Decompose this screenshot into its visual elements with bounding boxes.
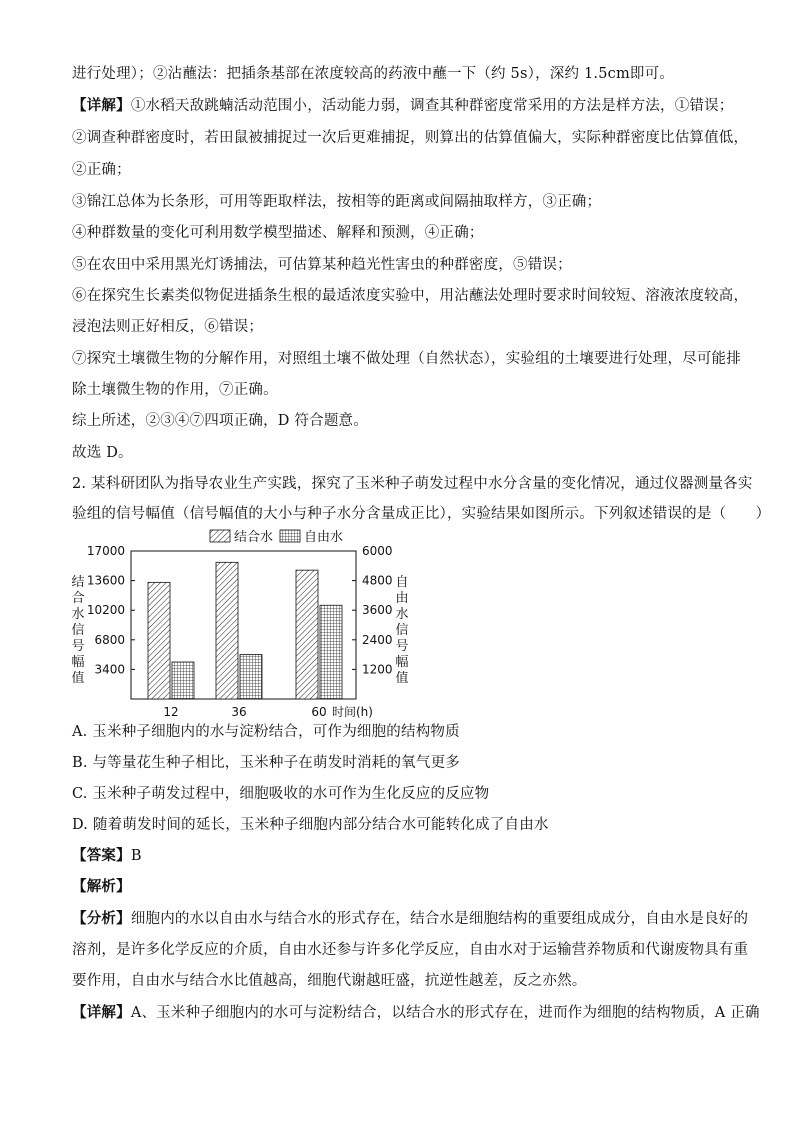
right-axis-label-char-5: 号 — [395, 639, 409, 654]
bar-bound-water-60 — [296, 570, 318, 699]
left-axis-label-char-7: 值 — [71, 671, 85, 686]
analysis-tag: 【解析】 — [72, 878, 131, 895]
text-line-13: 故选 D。 — [72, 445, 133, 461]
right-tick-label-1: 1200 — [362, 662, 393, 677]
bar-bound-water-12 — [148, 582, 170, 699]
text-line-12: 综上所述，②③④⑦四项正确，D 符合题意。 — [72, 413, 368, 429]
bar-free-water-36 — [240, 655, 262, 699]
right-axis-label-char-7: 值 — [395, 671, 409, 686]
right-tick-label-5: 6000 — [362, 544, 393, 558]
text-line-4: ②正确； — [72, 162, 131, 178]
text-line-10: ⑦探究土壤微生物的分解作用，对照组土壤不做处理（自然状态），实验组的土壤要进行处理，尽可能排 — [72, 351, 741, 367]
left-axis-label-char-1: 结 — [71, 575, 85, 590]
detail-tag-2: 【详解】 — [72, 1004, 131, 1021]
text-line-6: ④种群数量的变化可利用数学模型描述、解释和预测，④正确； — [72, 225, 484, 241]
bar-chart — [66, 524, 436, 720]
detail-line: 【详解】A、玉米种子细胞内的水可与淀粉结合，以结合水的形式存在，进而作为细胞的结构物质，A 正确 — [72, 1004, 760, 1021]
right-axis-label-char-6: 幅 — [395, 655, 409, 670]
right-axis-label-char-3: 水 — [395, 607, 409, 622]
text-line-7: ⑤在农田中采用黑光灯诱捕法，可估算某种趋光性害虫的种群密度，⑤错误； — [72, 257, 572, 273]
bar-free-water-60 — [320, 605, 342, 699]
text-line-2: 【详解】①水稻天敌跳蝻活动范围小，活动能力弱，调查其种群密度常采用的方法是样方法，①错误； — [72, 97, 734, 114]
left-axis-label-char-2: 合 — [71, 591, 85, 606]
left-axis-label-char-4: 信 — [71, 623, 85, 638]
text-line-9: 浸泡法则正好相反，⑥错误； — [72, 319, 264, 335]
option-c: C. 玉米种子萌发过程中，细胞吸收的水可作为生化反应的反应物 — [72, 786, 490, 802]
bar-bound-water-36 — [216, 562, 238, 699]
analysis-line-3: 要作用，自由水与结合水比值越高，细胞代谢越旺盛，抗逆性越差，反之亦然。 — [72, 973, 587, 989]
option-a: A. 玉米种子细胞内的水与淀粉结合，可作为细胞的结构物质 — [72, 724, 460, 740]
x-axis-unit: 时间(h) — [332, 705, 373, 719]
right-tick-label-3: 3600 — [362, 603, 393, 618]
detail-tag: 【详解】 — [72, 97, 131, 114]
legend-swatch-2 — [280, 530, 300, 542]
legend-label-1: 结合水 — [234, 530, 274, 545]
left-tick-label-5: 17000 — [86, 544, 125, 558]
analysis-line-1: 【分析】细胞内的水以自由水与结合水的形式存在，结合水是细胞结构的重要组成成分，自由水是良好的 — [72, 910, 749, 927]
left-tick-label-4: 13600 — [86, 573, 125, 588]
question-stem-1: 2. 某科研团队为指导农业生产实践，探究了玉米种子萌发过程中水分含量的变化情况，通过仪器测量各实 — [72, 476, 753, 492]
text-line-3: ②调查种群密度时，若田鼠被捕捉过一次后更难捕捉，则算出的估算值偏大，实际种群密度比估算值低， — [72, 130, 749, 146]
analysis-heading — [72, 877, 131, 897]
text-line-5: ③锦江总体为长条形，可用等距取样法，按相等的距离或间隔抽取样方，③正确； — [72, 194, 602, 210]
option-d: D. 随着萌发时间的延长，玉米种子细胞内部分结合水可能转化成了自由水 — [72, 817, 549, 833]
left-tick-label-2: 6800 — [94, 632, 125, 647]
left-axis-label-char-3: 水 — [71, 607, 85, 622]
text-line-11: 除土壤微生物的作用，⑦正确。 — [72, 382, 278, 398]
x-tick-label-36: 36 — [231, 705, 247, 719]
right-tick-label-4: 4800 — [362, 573, 393, 588]
x-tick-label-12: 12 — [163, 705, 179, 719]
right-axis-label-char-1: 自 — [395, 575, 409, 590]
left-tick-label-1: 3400 — [94, 662, 125, 677]
fenxi-tag: 【分析】 — [72, 910, 131, 927]
option-b: B. 与等量花生种子相比，玉米种子在萌发时消耗的氧气更多 — [72, 755, 460, 771]
bar-free-water-12 — [172, 662, 194, 699]
right-axis-label-char-2: 由 — [395, 591, 409, 606]
left-tick-label-3: 10200 — [86, 603, 125, 618]
text-line-1: 进行处理）；②沾蘸法：把插条基部在浓度较高的药液中蘸一下（约 5s），深约 1.5cm即可。 — [72, 66, 675, 82]
legend-label-2: 自由水 — [304, 530, 344, 545]
analysis-line-2: 溶剂，是许多化学反应的介质，自由水还参与许多化学反应，自由水对于运输营养物质和代谢废物具有重 — [72, 942, 749, 958]
legend-swatch-1 — [210, 530, 230, 542]
answer-tag: 【答案】 — [72, 847, 131, 864]
x-tick-label-60: 60 — [311, 705, 327, 719]
text-line-8: ⑥在探究生长素类似物促进插条生根的最适浓度实验中，用沾蘸法处理时要求时间较短、溶液浓度较高， — [72, 288, 749, 304]
right-tick-label-2: 2400 — [362, 632, 393, 647]
left-axis-label-char-5: 号 — [71, 639, 85, 654]
question-stem-2: 验组的信号幅值（信号幅值的大小与种子水分含量成正比），实验结果如图所示。下列叙述错误的是（ ） — [72, 506, 771, 522]
right-axis-label-char-4: 信 — [395, 623, 409, 638]
left-axis-label-char-6: 幅 — [71, 655, 85, 670]
answer-line: 【答案】B — [72, 847, 142, 864]
